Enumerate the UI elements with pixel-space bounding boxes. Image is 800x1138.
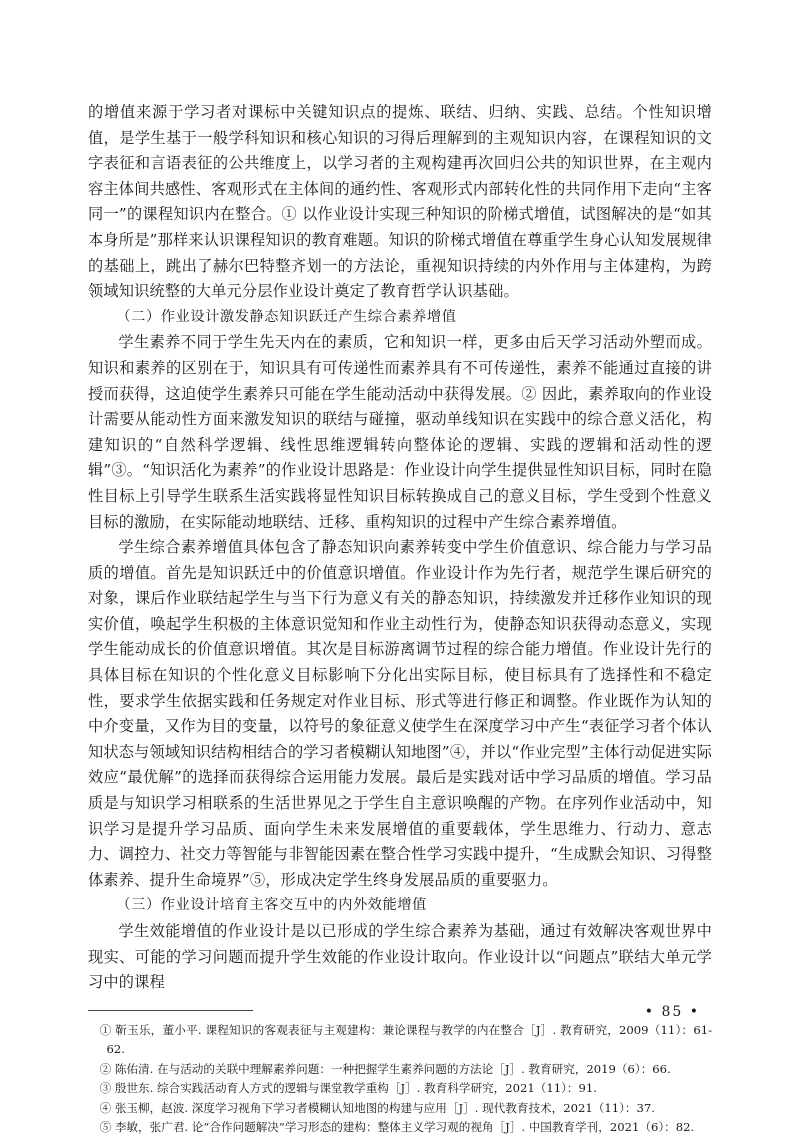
body-paragraph-2: 学生素养不同于学生先天内在的素质，它和知识一样，更多由后天学习活动外塑而成。知识和素养的区别在于，知识具有可传递性而素养具有不可传递性，素养不能通过直接的讲授而获得，这迫使学生素养只可能在学生能动活动中获得发展。② 因此，素养取向的作业设计需要从能动性方面来激发知识的联结与碰撞，驱动单线知识在实践中的综合意义活化，构建知识的“自然科学逻辑、线性思维逻辑转向整体论的逻辑、实践的逻辑和活动性的逻辑”③。“知识活化为素养”的作业设计思路是：作业设计向学生提供显性知识目标，同时在隐性目标上引导学生联系生活实践将显性知识目标转换成自己的意义目标，学生受到个性意义目标的激励，在实际能动地联结、迁移、重构知识的过程中产生综合素养增值。	[88, 333, 713, 531]
page-body	[88, 100, 712, 1138]
body-paragraph-3: 学生综合素养增值具体包含了静态知识向素养转变中学生价值意识、综合能力与学习品质的增值。首先是知识跃迁中的价值意识增值。作业设计作为先行者，规范学生课后研究的对象，课后作业联结起学生与当下行为意义有关的静态知识，持续激发并迁移作业知识的现实价值，唤起学生积极的主体意识觉知和作业主动性行为，使静态知识获得动态意义，实现学生能动成长的价值意识增值。其次是目标游离调节过程的综合能力增值。作业设计先行的具体目标在知识的个性化意义目标影响下分化出实际目标，使目标具有了选择性和不稳定性，要求学生依据实践和任务规定对作业目标、形式等进行修正和调整。作业既作为认知的中介变量，又作为目的变量，以符号的象征意义使学生在深度学习中产生“表征学习者个体认知状态与领域知识结构相结合的学习者模糊认知地图”④，并以“作业完型”主体行动促进实际效应“最优解”的选择而获得综合运用能力发展。最后是实践对话中学习品质的增值。学习品质是与知识学习相联系的生活世界见之于学生自主意识唤醒的产物。在序列作业活动中，知识学习是提升学习品质、面向学生未来发展增值的重要载体，学生思维力、行动力、意志力、调控力、社交力等智能与非智能因素在整合性学习实践中提升，“生成默会知识、习得整体素养、提升生命境界”⑤，形成决定学生终身发展品质的重要驱力。	[88, 538, 713, 889]
footnote-1: ① 靳玉乐，董小平. 课程知识的客观表征与主观建构：兼论课程与教学的内在整合［J］. 教育研究，2009（11）：61-62.	[99, 1022, 712, 1057]
page-number: • 85 •	[644, 1004, 700, 1020]
footnote-divider	[88, 1010, 253, 1011]
section-heading-3: （三）作业设计培育主客交互中的内外效能增值	[116, 897, 427, 914]
body-paragraph-4: 学生效能增值的作业设计是以已形成的学生综合素养为基础，通过有效解决客观世界中现实、可能的学习问题而提升学生效能的作业设计取向。作业设计以“问题点”联结大单元学习中的课程	[88, 922, 712, 992]
footnote-4: ④ 张玉柳，赵波. 深度学习视角下学习者模糊认知地图的构建与应用［J］. 现代教育技术，2021（11）：37.	[99, 1100, 655, 1115]
footnote-2: ② 陈佑清. 在与活动的关联中理解素养问题：一种把握学生素养问题的方法论［J］. 教育研究，2019（6）：66.	[99, 1061, 671, 1076]
section-heading-2: （二）作业设计激发静态知识跃迁产生综合素养增值	[116, 308, 457, 325]
body-paragraph-1: 的增值来源于学习者对课标中关键知识点的提炼、联结、归纳、实践、总结。个性知识增值，是学生基于一般学科知识和核心知识的习得后理解到的主观知识内容，在课程知识的文字表征和言语表征的公共维度上，以学习者的主观构建再次回归公共的知识世界，在主观内容主体间共感性、客观形式在主体间的通约性、客观形式内部转化性的共同作用下走向“主客同一”的课程知识内在整合。① 以作业设计实现三种知识的阶梯式增值，试图解决的是“如其本身所是”那样来认识课程知识的教育难题。知识的阶梯式增值在尊重学生身心认知发展规律的基础上，跳出了赫尔巴特整齐划一的方法论，重视知识持续的内外作用与主体建构，为跨领域知识统整的大单元分层作业设计奠定了教育哲学认识基础。	[88, 103, 712, 301]
footnotes	[88, 1021, 712, 1138]
footnote-3: ③ 殷世东. 综合实践活动育人方式的逻辑与课堂教学重构［J］. 教育科学研究，2021（11）：91.	[99, 1081, 597, 1096]
footnote-5: ⑤ 李敏，张广君. 论“合作问题解决”学习形态的建构：整体主义学习观的视角［J］. 中国教育学刊，2021（6）：82.	[99, 1120, 695, 1135]
